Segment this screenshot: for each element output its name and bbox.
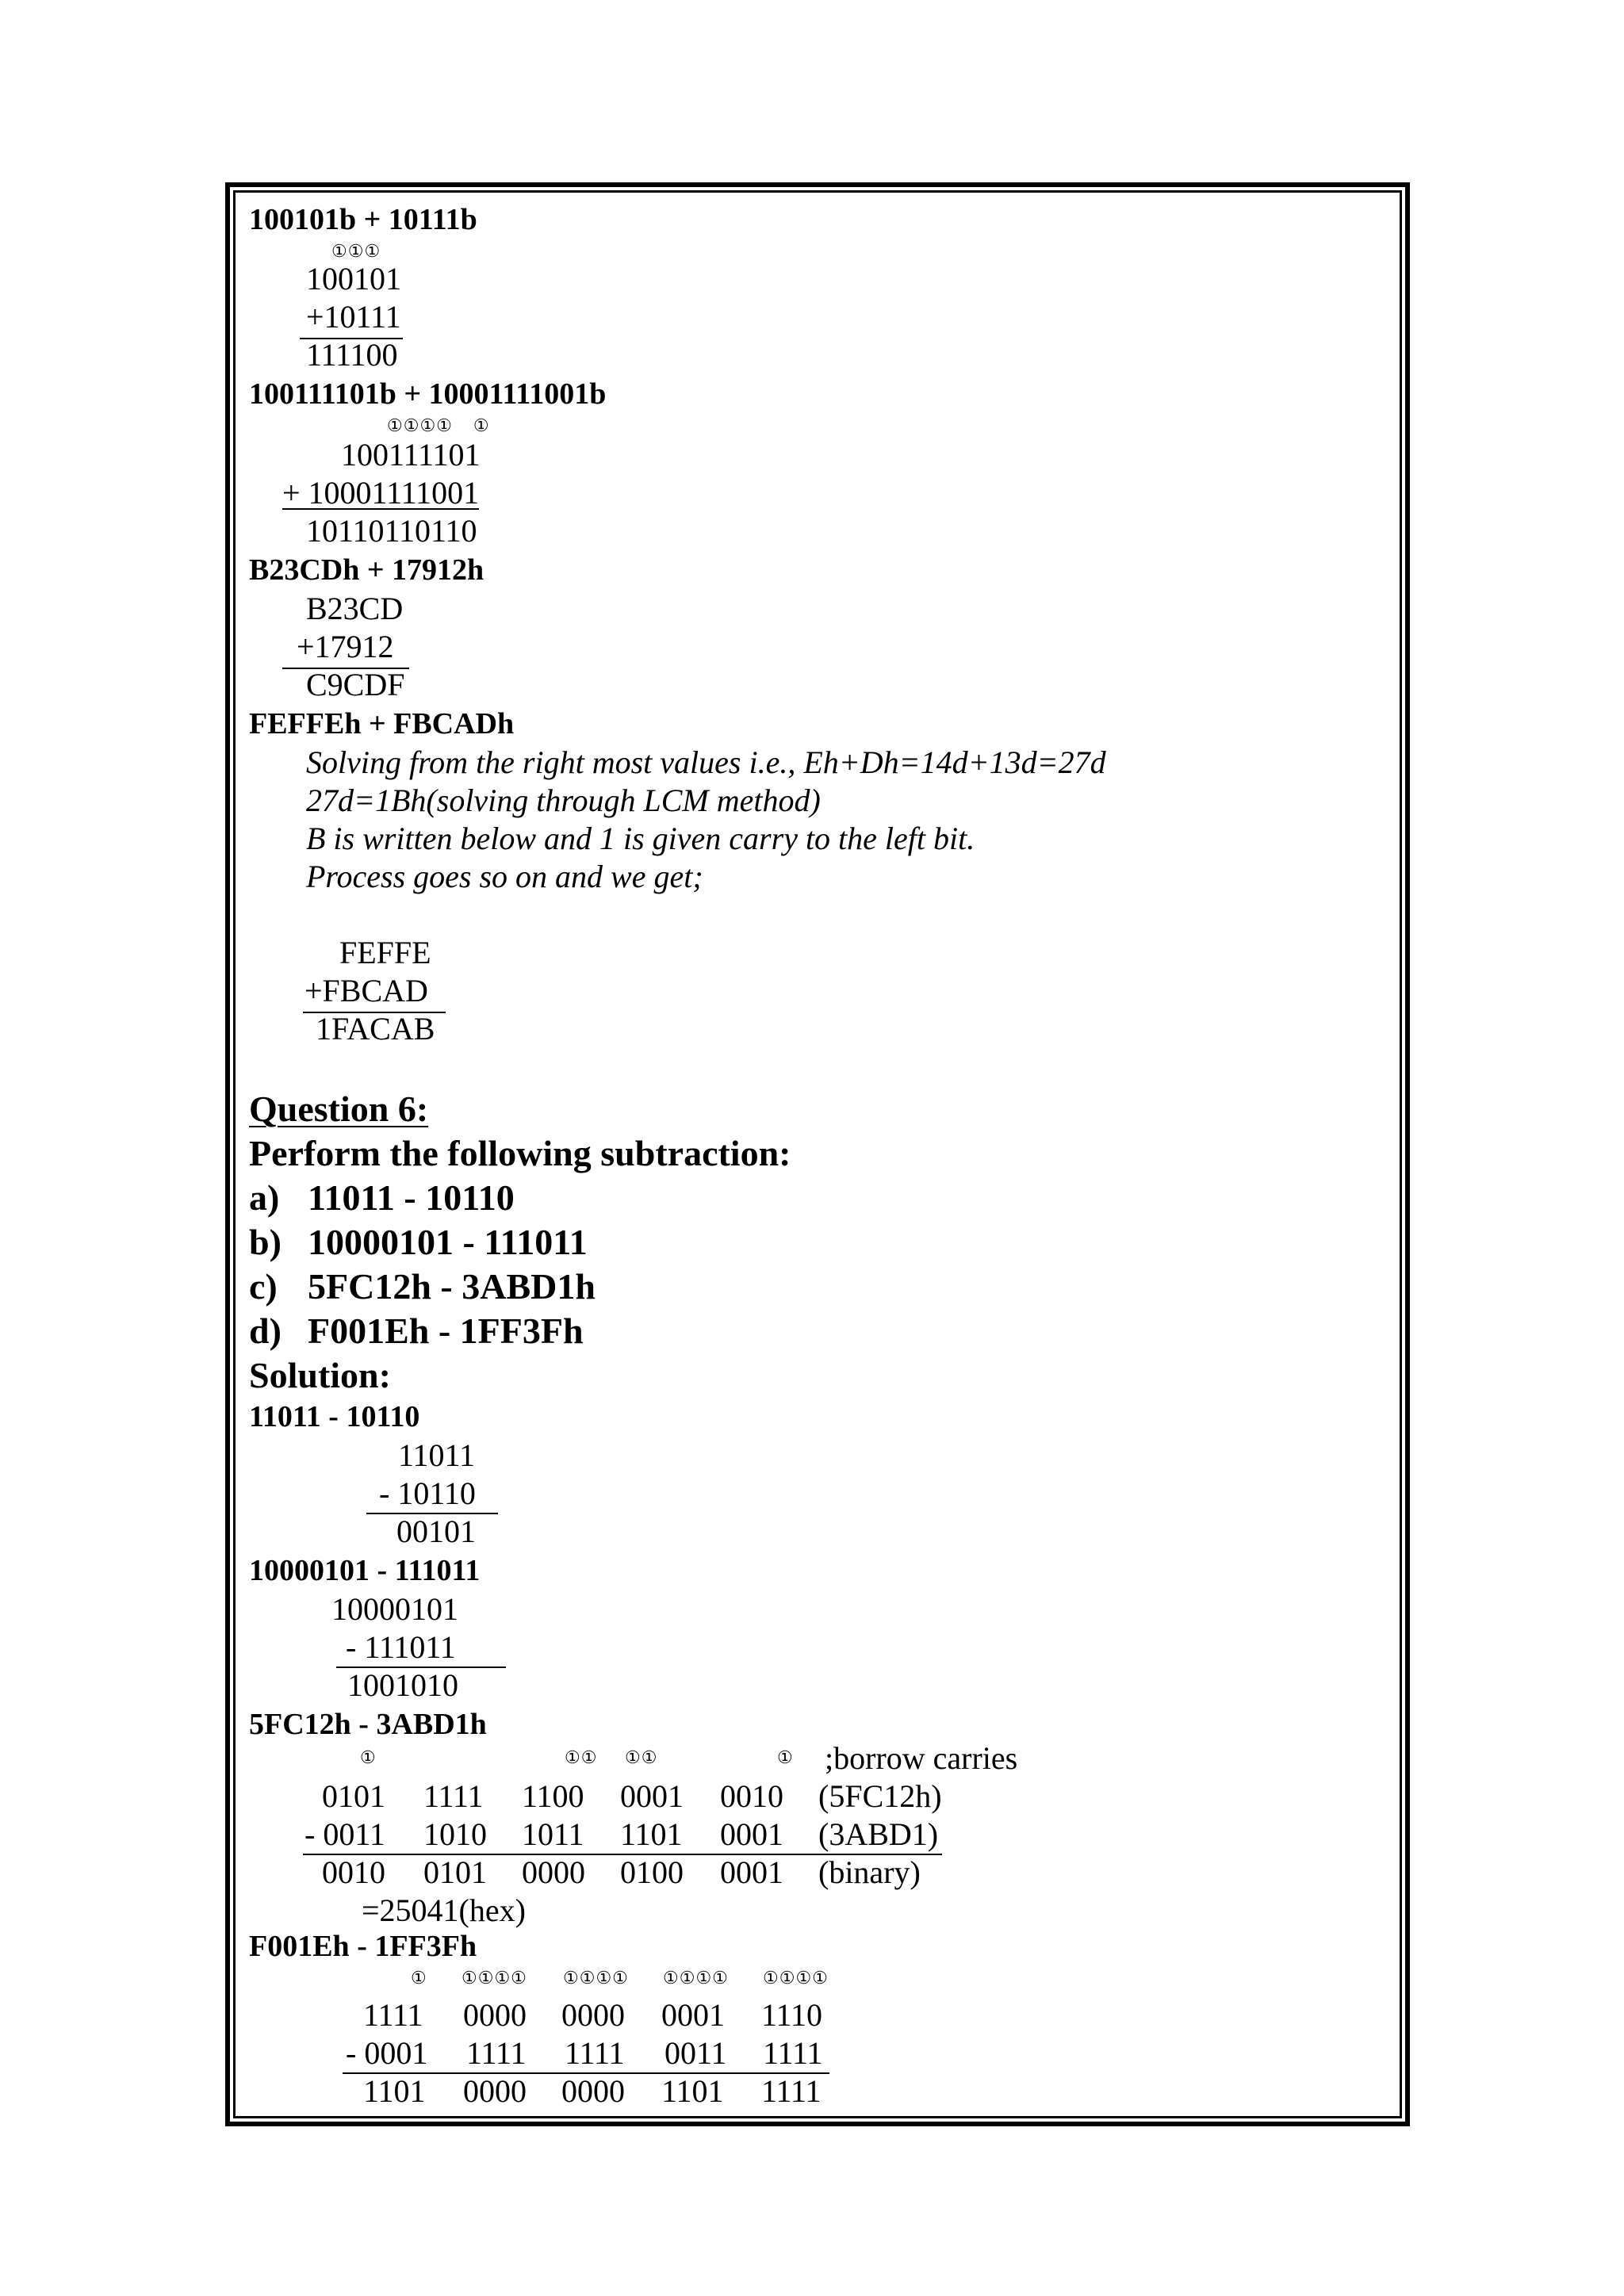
sub-operand-a-1: 11011: [398, 1437, 476, 1473]
s3-row3-col3: 0000: [522, 1854, 585, 1890]
borrow-mark-4: ①: [777, 1747, 794, 1767]
operand-a-2: 100111101: [341, 437, 481, 473]
s4-row1-col5: 1110: [761, 1997, 823, 2033]
sub-operand-a-2: 10000101: [331, 1591, 458, 1627]
operand-a-4: FEFFE: [339, 935, 431, 970]
s3-row2-col3: 1011: [522, 1816, 584, 1852]
s3-row3-col5: 0001: [720, 1854, 783, 1890]
note-line-3: B is written below and 1 is given carry to the left bit.: [306, 821, 975, 856]
s4-row1-col2: 0000: [463, 1997, 527, 2033]
s4-borrow-3: ①①①①: [563, 1968, 629, 1988]
note-line-2: 27d=1Bh(solving through LCM method): [306, 783, 821, 818]
carry-marks-2: ①①①① ①: [387, 415, 490, 435]
subtraction-title-4: F001Eh - 1FF3Fh: [249, 1930, 477, 1963]
s4-row2-col1: - 0001: [346, 2035, 428, 2071]
s3-row1-col5: 0010: [720, 1778, 783, 1814]
s3-row3-label: (binary): [818, 1854, 921, 1890]
question-item-label-d: d): [249, 1311, 282, 1351]
operand-b-4: +FBCAD: [304, 973, 428, 1008]
solution-label: Solution:: [249, 1355, 391, 1395]
question-heading: Question 6:: [249, 1089, 429, 1129]
question-item-label-c: c): [249, 1266, 278, 1307]
s4-borrow-1: ①: [411, 1968, 427, 1988]
operand-a-3: B23CD: [306, 591, 404, 626]
borrow-note: ;borrow carries: [825, 1740, 1018, 1776]
operand-b-2: + 10001111001: [282, 475, 480, 511]
sub-operand-b-1: - 10110: [379, 1475, 476, 1511]
result-4: 1FACAB: [316, 1011, 435, 1047]
s3-row1-col3: 1100: [522, 1778, 584, 1814]
s4-row2-col3: 1111: [565, 2035, 625, 2071]
question-item-c: 5FC12h - 3ABD1h: [308, 1266, 596, 1307]
s4-row2-col2: 1111: [466, 2035, 527, 2071]
subtraction-title-2: 10000101 - 111011: [249, 1554, 481, 1587]
subtraction-title-1: 11011 - 10110: [249, 1400, 420, 1433]
s4-row2-col4: 0011: [665, 2035, 727, 2071]
question-item-d: F001Eh - 1FF3Fh: [308, 1311, 584, 1351]
s4-borrow-5: ①①①①: [763, 1968, 829, 1988]
question-item-b: 10000101 - 111011: [308, 1222, 588, 1262]
result-2: 10110110110: [306, 513, 477, 549]
sub-result-2: 1001010: [347, 1667, 458, 1703]
s4-row3-col2: 0000: [463, 2073, 527, 2109]
result-1: 111100: [306, 337, 398, 373]
note-line-4: Process goes so on and we get;: [306, 859, 703, 894]
s3-row1-label: (5FC12h): [818, 1778, 942, 1814]
s4-row3-col4: 1101: [661, 2073, 724, 2109]
s4-row1-col1: 1111: [363, 1997, 423, 2033]
problem-title-1: 100101b + 10111b: [249, 203, 477, 236]
question-item-label-a: a): [249, 1177, 280, 1218]
s3-row2-col4: 1101: [620, 1816, 683, 1852]
subtraction-title-3: 5FC12h - 3ABD1h: [249, 1708, 487, 1741]
problem-title-3: B23CDh + 17912h: [249, 553, 485, 587]
s3-row1-col1: 0101: [322, 1778, 385, 1814]
s3-row2-col1: - 0011: [304, 1816, 385, 1852]
s4-row1-col3: 0000: [561, 1997, 625, 2033]
s4-row3-col1: 1101: [363, 2073, 426, 2109]
question-prompt: Perform the following subtraction:: [249, 1133, 791, 1173]
s3-row2-col5: 0001: [720, 1816, 783, 1852]
s4-row2-col5: 1111: [763, 2035, 823, 2071]
s3-row2-label: (3ABD1): [818, 1816, 939, 1852]
s4-borrow-4: ①①①①: [663, 1968, 729, 1988]
operand-a-1: 100101: [306, 261, 401, 297]
s3-row2-col2: 1010: [423, 1816, 487, 1852]
s4-borrow-2: ①①①①: [462, 1968, 527, 1988]
operand-b-1: +10111: [306, 299, 401, 335]
borrow-mark-3: ①①: [625, 1747, 658, 1767]
hex-result: =25041(hex): [362, 1892, 526, 1928]
s3-row3-col2: 0101: [423, 1854, 487, 1890]
s4-row3-col5: 1111: [761, 2073, 822, 2109]
note-line-1: Solving from the right most values i.e., Eh+Dh=14d+13d=27d: [306, 744, 1106, 780]
question-item-a: 11011 - 10110: [308, 1177, 515, 1218]
result-3: C9CDF: [306, 667, 405, 702]
sub-result-1: 00101: [396, 1513, 476, 1549]
borrow-mark-2: ①①: [565, 1747, 598, 1767]
carry-marks-1: ①①①: [331, 241, 381, 261]
question-item-label-b: b): [249, 1222, 282, 1262]
s4-row3-col3: 0000: [561, 2073, 625, 2109]
s3-row1-col2: 1111: [423, 1778, 484, 1814]
operand-b-3: +17912: [297, 629, 394, 664]
sub-operand-b-2: - 111011: [346, 1629, 456, 1665]
s3-row3-col4: 0100: [620, 1854, 684, 1890]
problem-title-4: FEFFEh + FBCADh: [249, 707, 515, 740]
borrow-mark-1: ①: [360, 1747, 377, 1767]
s3-row3-col1: 0010: [322, 1854, 385, 1890]
problem-title-2: 100111101b + 10001111001b: [249, 377, 607, 411]
s4-row1-col4: 0001: [661, 1997, 725, 2033]
s3-row1-col4: 0001: [620, 1778, 684, 1814]
